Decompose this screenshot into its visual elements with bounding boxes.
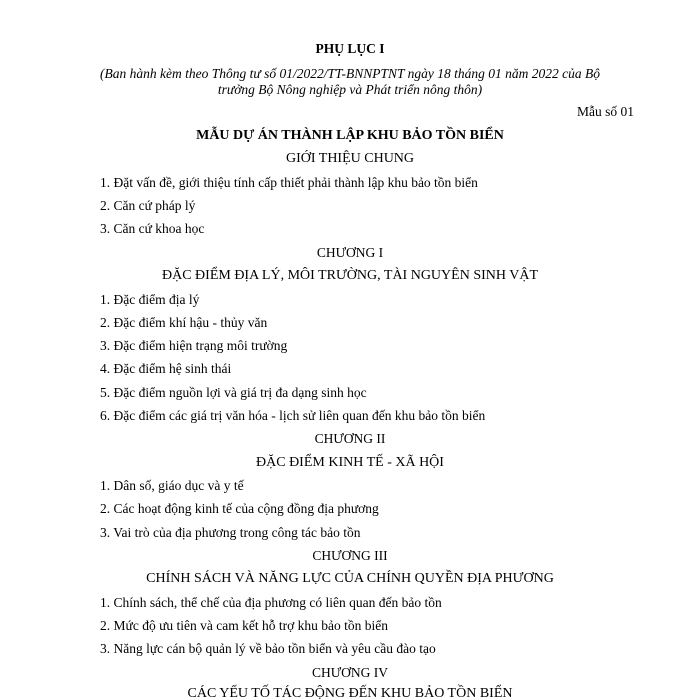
chapter-3-item: 2. Mức độ ưu tiên và cam kết hỗ trợ khu bảo tồn biển xyxy=(100,618,388,633)
chapter-2-title: ĐẶC ĐIỂM KINH TẾ - XÃ HỘI xyxy=(256,455,444,470)
chapter-3-label: CHƯƠNG III xyxy=(312,548,388,563)
chapter-1-label: CHƯƠNG I xyxy=(316,245,384,260)
chapter-4-label: CHƯƠNG IV xyxy=(311,665,389,680)
intro-item: 3. Căn cứ khoa học xyxy=(100,221,205,236)
issued-note-line-1: (Ban hành kèm theo Thông tư số 01/2022/TT-BNNPTNT ngày 18 tháng 01 năm 2022 của Bộ xyxy=(100,66,600,81)
chapter-3-title: CHÍNH SÁCH VÀ NĂNG LỰC CỦA CHÍNH QUYỀN ĐỊA PHƯƠNG xyxy=(146,571,554,586)
chapter-1-title: ĐẶC ĐIỂM ĐỊA LÝ, MÔI TRƯỜNG, TÀI NGUYÊN SINH VẬT xyxy=(161,268,539,283)
main-title: MẪU DỰ ÁN THÀNH LẬP KHU BẢO TỒN BIỂN xyxy=(196,128,504,143)
chapter-2-item: 1. Dân số, giáo dục và y tế xyxy=(100,478,244,493)
chapter-4-title: CÁC YẾU TỐ TÁC ĐỘNG ĐẾN KHU BẢO TỒN BIỂN xyxy=(187,686,513,700)
intro-item: 1. Đặt vấn đề, giới thiệu tính cấp thiết phải thành lập khu bảo tồn biển xyxy=(100,175,478,190)
chapter-1-item: 5. Đặc điểm nguồn lợi và giá trị đa dạng sinh học xyxy=(100,385,367,400)
chapter-1-item: 4. Đặc điểm hệ sinh thái xyxy=(100,361,232,376)
chapter-1-item: 1. Đặc điểm địa lý xyxy=(100,292,200,307)
chapter-1-item: 6. Đặc điểm các giá trị văn hóa - lịch sử liên quan đến khu bảo tồn biển xyxy=(100,408,486,423)
chapter-3-item: 3. Năng lực cán bộ quản lý về bảo tồn biển và yêu cầu đào tạo xyxy=(100,641,436,656)
chapter-3-item: 1. Chính sách, thể chế của địa phương có liên quan đến bảo tồn xyxy=(100,595,442,610)
chapter-1-item: 3. Đặc điểm hiện trạng môi trường xyxy=(100,338,288,353)
chapter-2-label: CHƯƠNG II xyxy=(314,431,386,446)
intro-heading: GIỚI THIỆU CHUNG xyxy=(285,151,415,166)
chapter-2-item: 3. Vai trò của địa phương trong công tác bảo tồn xyxy=(100,525,361,540)
intro-item: 2. Căn cứ pháp lý xyxy=(100,198,196,213)
chapter-2-item: 2. Các hoạt động kinh tế của cộng đồng địa phương xyxy=(100,501,379,516)
form-number: Mẫu số 01 xyxy=(577,104,634,119)
chapter-1-item: 2. Đặc điểm khí hậu - thủy văn xyxy=(100,315,268,330)
appendix-title: PHỤ LỤC I xyxy=(315,41,385,56)
issued-note-line-2: trưởng Bộ Nông nghiệp và Phát triển nông thôn) xyxy=(217,82,483,97)
